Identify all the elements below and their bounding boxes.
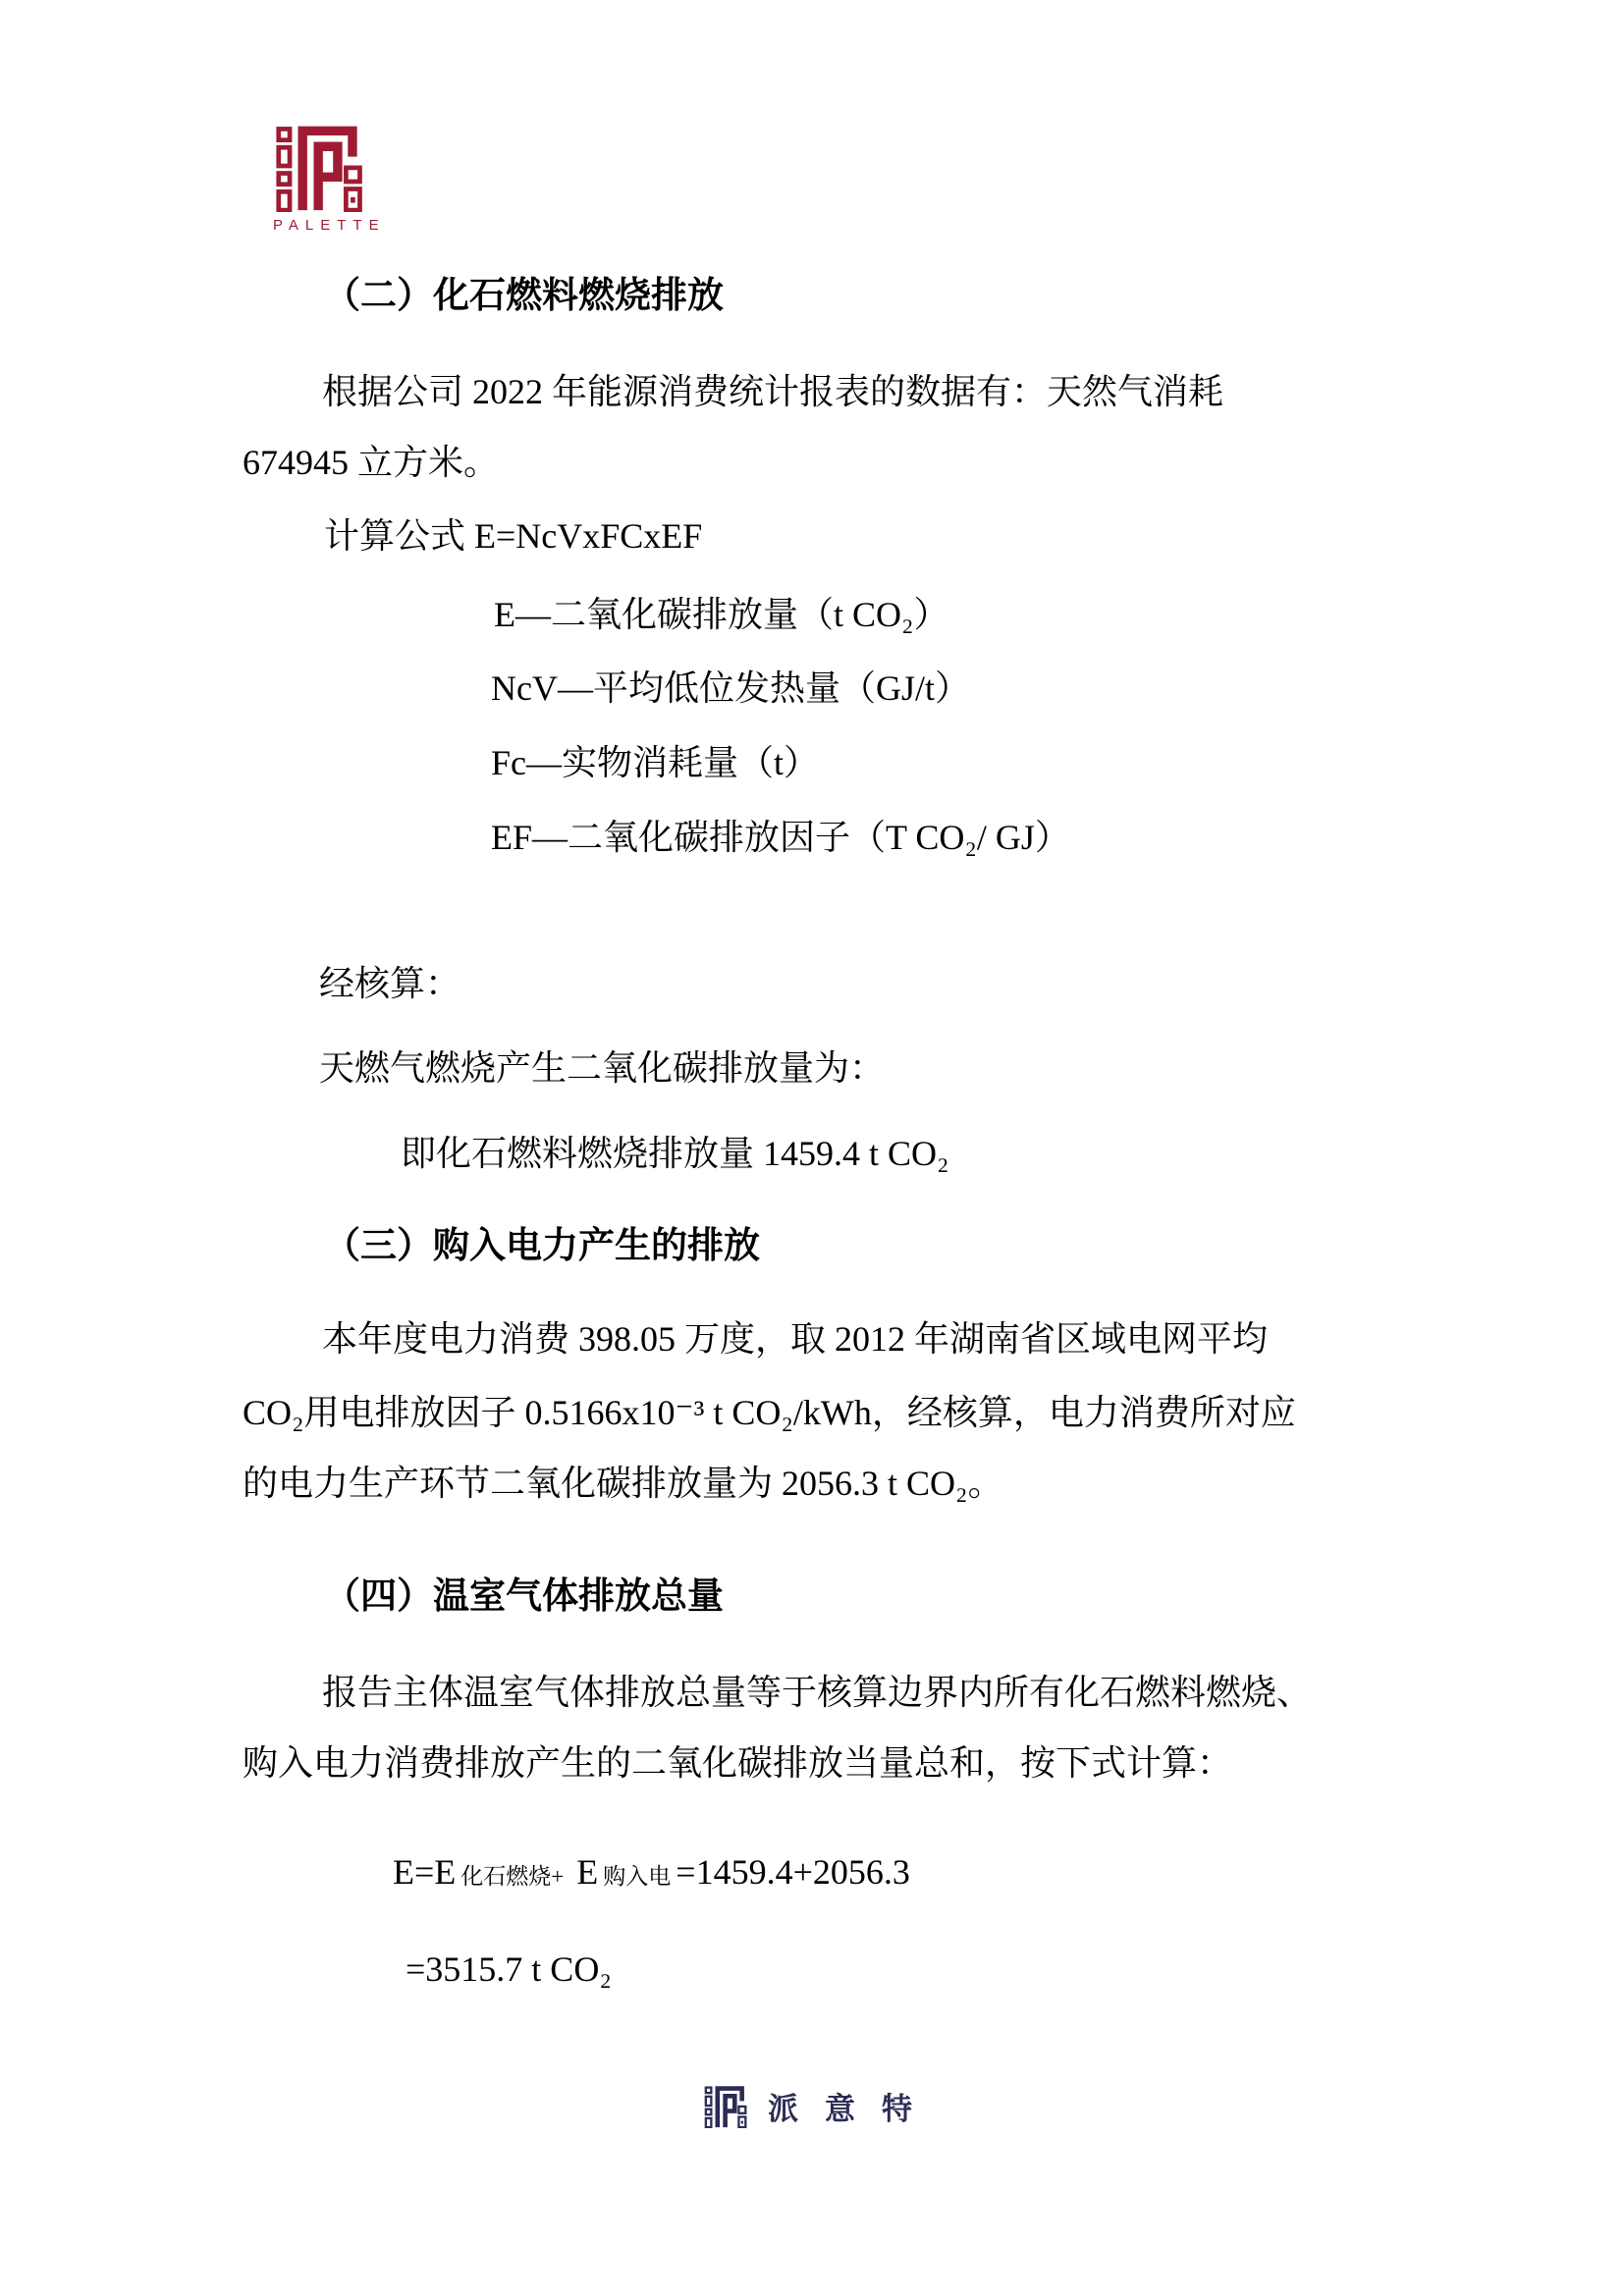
definition-line-e: E—二氧化碳排放量（t CO₂）: [494, 595, 949, 634]
footer-brand-wordmark: 派意特: [768, 2091, 939, 2126]
paragraph-line: 报告主体温室气体排放总量等于核算边界内所有化石燃料燃烧、: [322, 1673, 1313, 1712]
section-heading-purchased-electricity: （三）购入电力产生的排放: [324, 1225, 760, 1265]
paragraph-line: 购入电力消费排放产生的二氧化碳排放当量总和，按下式计算：: [243, 1743, 1233, 1783]
result-line: 天燃气燃烧产生二氧化碳排放量为：: [319, 1048, 886, 1088]
section-heading-fossil-fuel: （二）化石燃料燃烧排放: [324, 275, 724, 315]
total-emission-result: =3515.7 t CO₂: [406, 1949, 612, 1989]
definition-line-fc: Fc—实物消耗量（t）: [491, 743, 820, 782]
header-brand-wordmark: PALETTE: [273, 217, 386, 234]
formula-term: E=E: [393, 1852, 457, 1892]
formula-term: E: [576, 1852, 599, 1892]
formula-subscript-electricity: 购入电: [603, 1864, 672, 1889]
paragraph-line: CO₂用电排放因子 0.5166x10⁻³ t CO₂/kWh，经核算，电力消费所对应: [243, 1393, 1296, 1432]
header-brand: [273, 120, 391, 234]
footer-brand: [703, 2083, 939, 2128]
result-value-line: 即化石燃料燃烧排放量 1459.4 t CO₂: [401, 1134, 949, 1173]
paiyite-maze-logo-icon: [703, 2083, 750, 2128]
section-heading-total-ghg: （四）温室气体排放总量: [324, 1575, 724, 1616]
definition-line-ef: EF—二氧化碳排放因子（T CO₂/ GJ）: [491, 818, 1070, 857]
palette-maze-logo-icon: [273, 120, 369, 212]
paragraph-line: 的电力生产环节二氧化碳排放量为 2056.3 t CO₂。: [243, 1464, 1003, 1503]
formula-line: 计算公式 E=NcVxFCxEF: [324, 516, 703, 556]
formula-subscript-fossil: 化石燃烧+: [460, 1864, 565, 1889]
paragraph-line: 674945 立方米。: [243, 443, 500, 482]
definition-line-ncv: NcV—平均低位发热量（GJ/t）: [491, 668, 970, 708]
paragraph-line: 本年度电力消费 398.05 万度，取 2012 年湖南省区域电网平均: [322, 1319, 1269, 1359]
result-intro-line: 经核算：: [319, 964, 461, 1003]
formula-rhs: =1459.4+2056.3: [676, 1852, 910, 1892]
paragraph-line: 根据公司 2022 年能源消费统计报表的数据有：天然气消耗: [322, 372, 1224, 411]
total-emission-formula: [393, 1852, 910, 1893]
